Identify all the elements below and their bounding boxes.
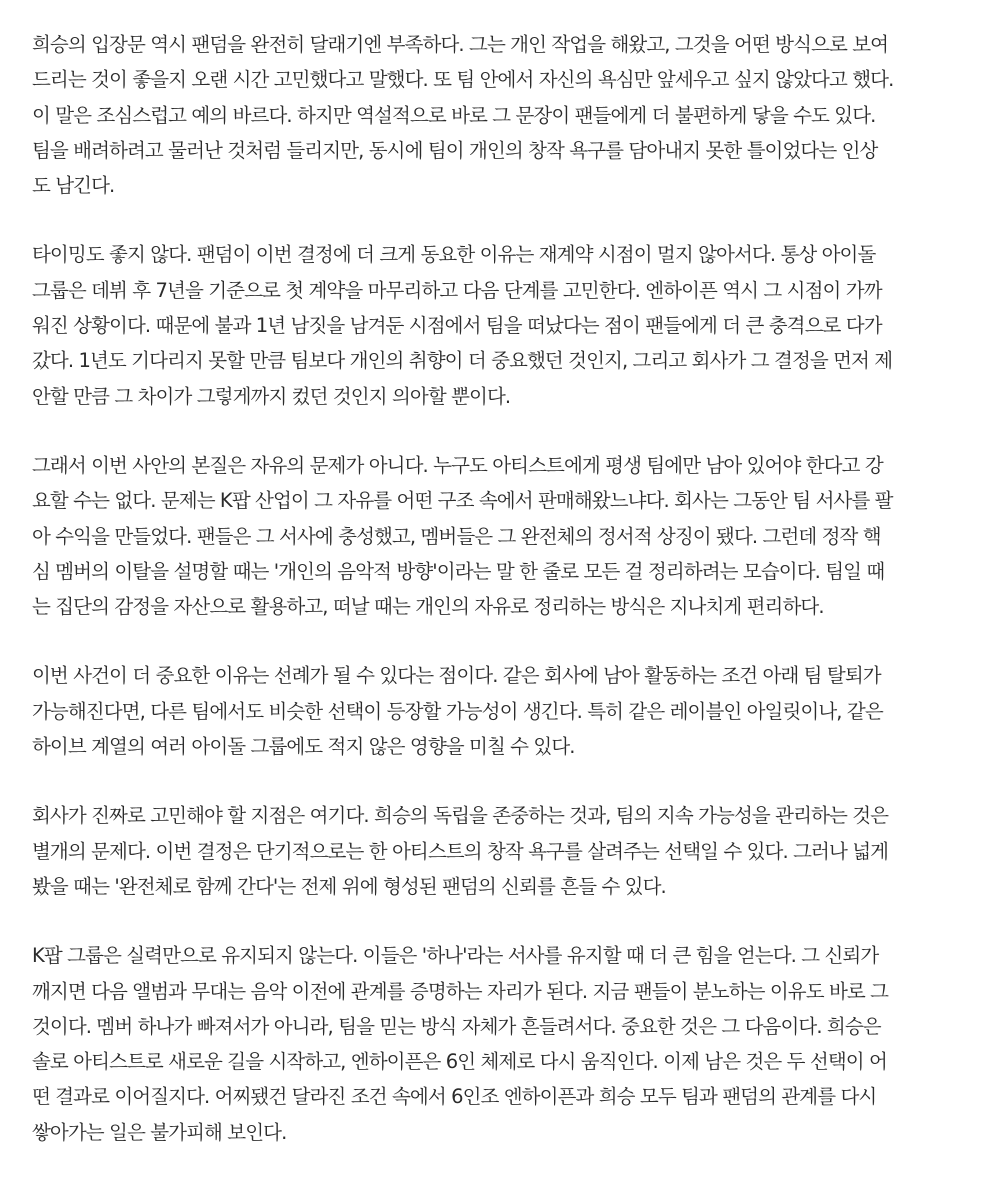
paragraph: 희승의 입장문 역시 팬덤을 완전히 달래기엔 부족하다. 그는 개인 작업을 해왔고, 그것을 어떤 방식으로 보여 드리는 것이 좋을지 오랜 시간 고민했다고 말했다. 또 팀 안에서 자신의 욕심만 앞세우고 싶지 않았다고 했다. 이 말은 조심스럽고 예의 바르다. 하지만 역설적으로 바로 그 문장이 팬들에게 더 불편하게 닿을 수도 있다. 팀을 배려하려고 물러난 것처럼 들리지만, 동시에 팀이 개인의 창작 욕구를 담아내지 못한 틀이었다는 인상 도 남긴다.	[32, 33, 894, 198]
paragraph: 타이밍도 좋지 않다. 팬덤이 이번 결정에 더 크게 동요한 이유는 재계약 시점이 멀지 않아서다. 통상 아이돌 그룹은 데뷔 후 7년을 기준으로 첫 계약을 마무리하고 다음 단계를 고민한다. 엔하이픈 역시 그 시점이 가까 워진 상황이다. 때문에 불과 1년 남짓을 남겨둔 시점에서 팀을 떠났다는 점이 팬들에게 더 큰 충격으로 다가 갔다. 1년도 기다리지 못할 만큼 팀보다 개인의 취향이 더 중요했던 것인지, 그리고 회사가 그 결정을 먼저 제 안할 만큼 그 차이가 그렇게까지 컸던 것인지 의아할 뿐이다.	[32, 243, 893, 408]
paragraph: K팝 그룹은 실력만으로 유지되지 않는다. 이들은 '하나'라는 서사를 유지할 때 더 큰 힘을 얻는다. 그 신뢰가 깨지면 다음 앨범과 무대는 음악 이전에 관계를 증명하는 자리가 된다. 지금 팬들이 분노하는 이유도 바로 그 것이다. 멤버 하나가 빠져서가 아니라, 팀을 믿는 방식 자체가 흔들려서다. 중요한 것은 그 다음이다. 희승은 솔로 아티스트로 새로운 길을 시작하고, 엔하이픈은 6인 체제로 다시 움직인다. 이제 남은 것은 두 선택이 어 떤 결과로 이어질지다. 어찌됐건 달라진 조건 속에서 6인조 엔하이픈과 희승 모두 팀과 팬덤의 관계를 다시 쌓아가는 일은 불가피해 보인다.	[32, 944, 889, 1144]
paragraph: 그래서 이번 사안의 본질은 자유의 문제가 아니다. 누구도 아티스트에게 평생 팀에만 남아 있어야 한다고 강 요할 수는 없다. 문제는 K팝 산업이 그 자유를 어떤 구조 속에서 판매해왔느냐다. 회사는 그동안 팀 서사를 팔 아 수익을 만들었다. 팬들은 그 서사에 충성했고, 멤버들은 그 완전체의 정서적 상징이 됐다. 그런데 정작 핵 심 멤버의 이탈을 설명할 때는 '개인의 음악적 방향'이라는 말 한 줄로 모든 걸 정리하려는 모습이다. 팀일 때 는 집단의 감정을 자산으로 활용하고, 떠날 때는 개인의 자유로 정리하는 방식은 지나치게 편리하다.	[32, 453, 893, 619]
paragraph: 이번 사건이 더 중요한 이유는 선례가 될 수 있다는 점이다. 같은 회사에 남아 활동하는 조건 아래 팀 탈퇴가 가능해진다면, 다른 팀에서도 비슷한 선택이 등장할 가능성이 생긴다. 특히 같은 레이블인 아일릿이나, 같은 하이브 계열의 여러 아이돌 그룹에도 적지 않은 영향을 미칠 수 있다.	[32, 664, 883, 759]
paragraph: 회사가 진짜로 고민해야 할 지점은 여기다. 희승의 독립을 존중하는 것과, 팀의 지속 가능성을 관리하는 것은 별개의 문제다. 이번 결정은 단기적으로는 한 아티스트의 창작 욕구를 살려주는 선택일 수 있다. 그러나 넓게 봤을 때는 '완전체로 함께 간다'는 전제 위에 형성된 팬덤의 신뢰를 흔들 수 있다.	[32, 804, 889, 898]
